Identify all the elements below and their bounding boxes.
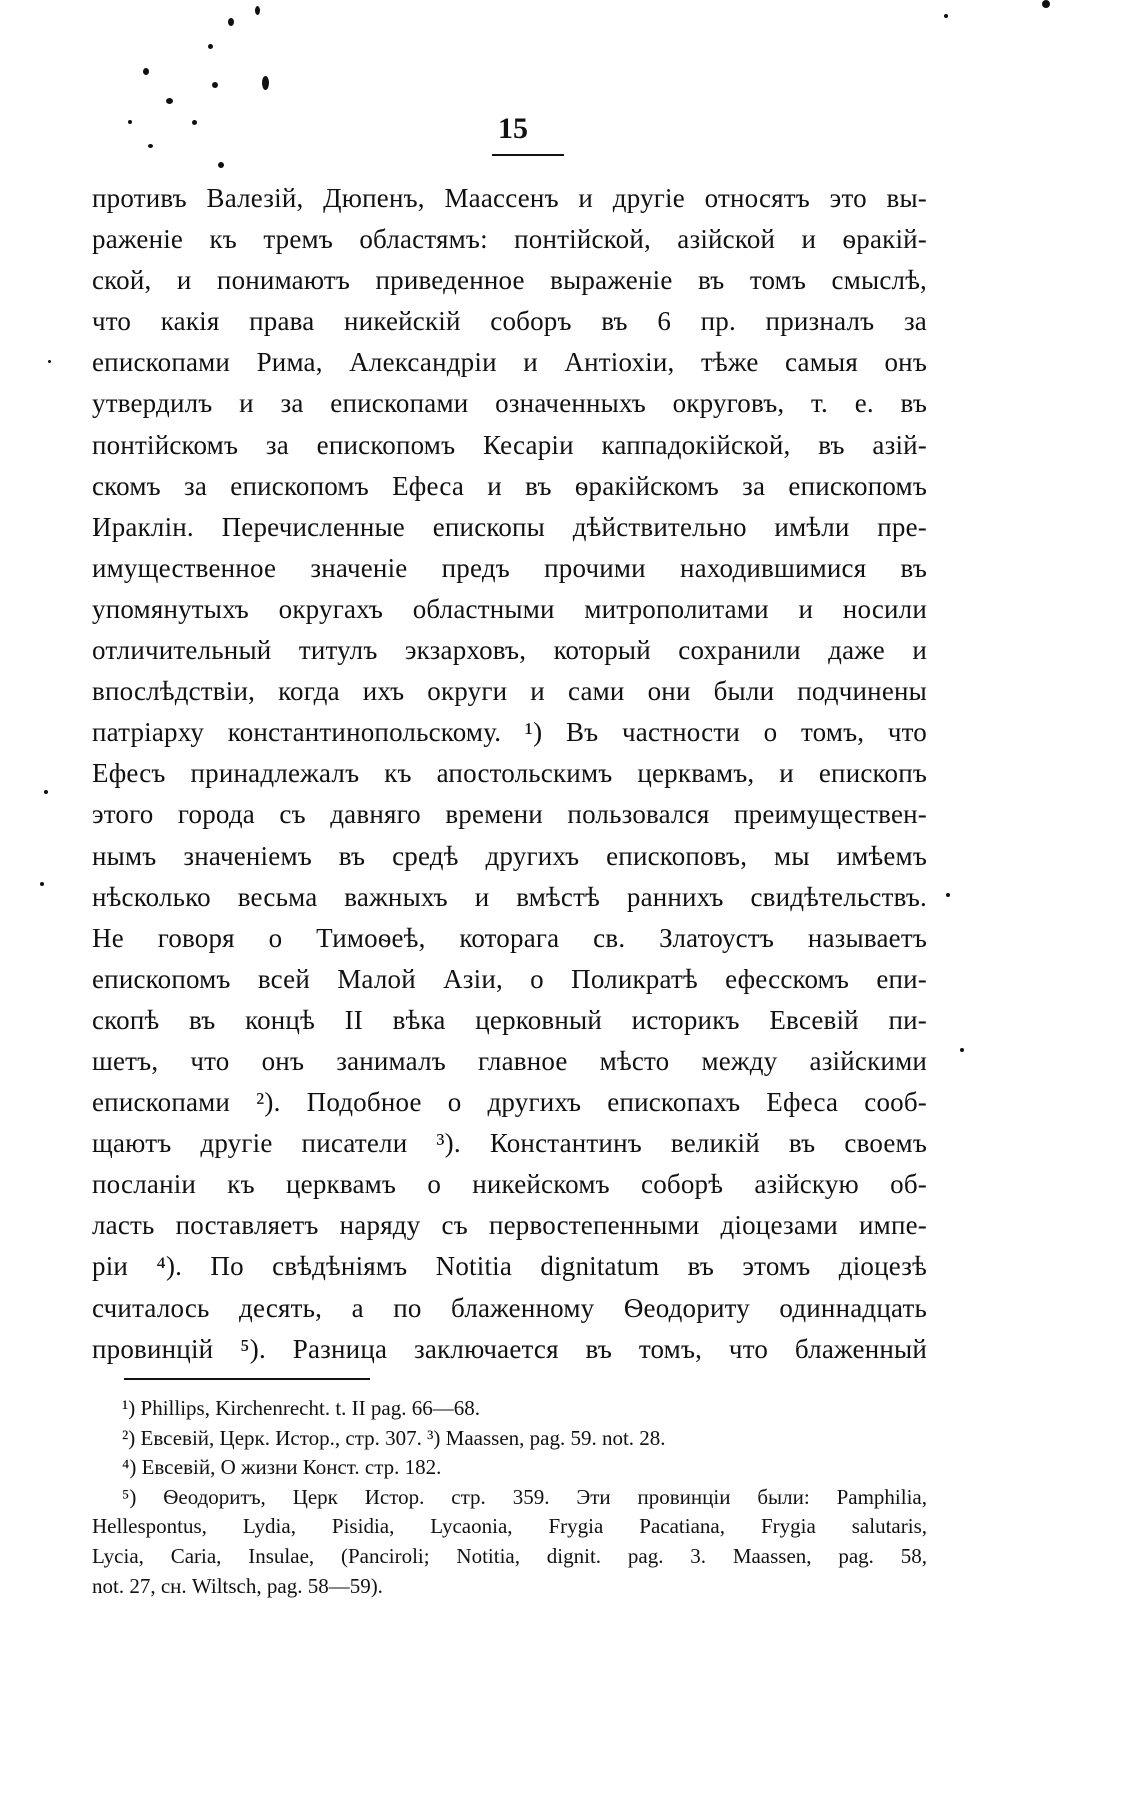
ink-speck — [208, 44, 213, 49]
footnote-line: ⁵) Ѳеодоритъ, Церк Истор. стр. 359. Эти провинціи были: Pamphilia, — [122, 1484, 927, 1509]
text-line: епископомъ всей Малой Азіи, о Поликратѣ ефесскомъ епи- — [92, 963, 927, 994]
text-line: шетъ, что онъ занималъ главное мѣсто между азійскими — [92, 1045, 927, 1076]
ink-speck — [960, 1048, 964, 1052]
footnote-line: Hellespontus, Lydia, Pisidia, Lycaonia, Frygia Pacatiana, Frygia salutaris, — [92, 1514, 927, 1539]
ink-speck — [192, 120, 197, 125]
ink-speck — [48, 360, 51, 363]
text-line: нымъ значеніемъ въ средѣ другихъ епископовъ, мы имѣемъ — [92, 840, 927, 871]
text-line: считалось десять, а по блаженному Ѳеодориту одиннадцать — [92, 1292, 927, 1323]
ink-speck — [255, 6, 260, 15]
text-line: патріарху константинопольскому. ¹) Въ частности о томъ, что — [92, 717, 927, 748]
text-line: провинцій ⁵). Разница заключается въ томъ, что блаженный — [92, 1333, 927, 1364]
footnote-line: ¹) Phillips, Kirchenrecht. t. II pag. 66—68. — [122, 1396, 480, 1420]
ink-speck — [218, 162, 224, 168]
ink-speck — [1042, 0, 1050, 8]
text-line: ской, и понимаютъ приведенное выраженіе въ томъ смыслѣ, — [92, 265, 927, 296]
text-line: этого города съ давняго времени пользовался преимуществен- — [92, 799, 927, 830]
text-line: имущественное значеніе предъ прочими находившимися въ — [92, 552, 927, 583]
footnote-line: Lycia, Caria, Insulae, (Panciroli; Notitia, dignit. pag. 3. Maassen, pag. 58, — [92, 1543, 927, 1568]
footnote-rule — [124, 1378, 370, 1380]
text-line: понтійскомъ за епископомъ Кесаріи каппадокійской, въ азій- — [92, 429, 927, 460]
text-line: посланіи къ церквамъ о никейскомъ соборѣ азійскую об- — [92, 1169, 927, 1200]
ink-speck — [944, 14, 948, 18]
page-number-rule — [492, 154, 564, 156]
text-line: упомянутыхъ округахъ областными митрополитами и носили — [92, 593, 927, 624]
footnote-line: ²) Евсевій, Церк. Истор., стр. 307. ³) Maassen, pag. 59. not. 28. — [122, 1425, 666, 1450]
text-line: епископами ²). Подобное о другихъ епископахъ Ефеса сооб- — [92, 1087, 927, 1118]
text-line: щаютъ другіе писатели ³). Константинъ великій въ своемъ — [92, 1128, 927, 1159]
text-line: нѣсколько весьма важныхъ и вмѣстѣ раннихъ свидѣтельствъ. — [92, 881, 927, 912]
text-line: утвердилъ и за епископами означенныхъ округовъ, т. е. въ — [92, 388, 927, 419]
text-line: впослѣдствіи, когда ихъ округи и сами они были подчинены — [92, 676, 927, 707]
body-text — [92, 178, 927, 1370]
text-line: епископами Рима, Александріи и Антіохіи, тѣже самыя онъ — [92, 347, 927, 378]
text-line: раженіе къ тремъ областямъ: понтійской, азійской и ѳракій- — [92, 224, 927, 255]
footnotes — [92, 1394, 927, 1601]
text-line: ріи ⁴). По свѣдѣніямъ Notitia dignitatum въ этомъ діоцезѣ — [92, 1251, 927, 1282]
text-line: что какія права никейскій соборъ въ 6 пр. призналъ за — [92, 306, 927, 337]
text-line: противъ Валезій, Дюпенъ, Маассенъ и другіе относятъ это вы- — [92, 183, 927, 213]
ink-speck — [128, 120, 132, 124]
ink-speck — [40, 882, 44, 886]
text-line: скомъ за епископомъ Ефеса и въ ѳракійскомъ за епископомъ — [92, 470, 927, 501]
ink-speck — [946, 893, 950, 897]
page-number: 15 — [498, 112, 528, 145]
text-line: ласть поставляетъ наряду съ первостепенными діоцезами импе- — [92, 1210, 927, 1241]
ink-speck — [228, 18, 234, 26]
ink-speck — [44, 790, 48, 794]
ink-speck — [262, 76, 269, 90]
text-line: Ираклін. Перечисленные епископы дѣйствительно имѣли пре- — [92, 511, 927, 542]
footnote-line: not. 27, сн. Wiltsch, pag. 58—59). — [92, 1573, 383, 1598]
text-line: отличительный титулъ экзарховъ, который сохранили даже и — [92, 635, 927, 666]
ink-speck — [212, 82, 218, 88]
ink-speck — [166, 98, 173, 104]
text-line: Не говоря о Тимоѳеѣ, которага св. Златоустъ называетъ — [92, 922, 927, 953]
ink-speck — [148, 144, 153, 148]
text-line: Ефесъ принадлежалъ къ апостольскимъ церквамъ, и епископъ — [92, 758, 927, 789]
ink-speck — [143, 68, 149, 75]
text-line: скопѣ въ концѣ II вѣка церковный историкъ Евсевій пи- — [92, 1004, 927, 1035]
footnote-line: ⁴) Евсевій, О жизни Конст. стр. 182. — [122, 1455, 442, 1480]
